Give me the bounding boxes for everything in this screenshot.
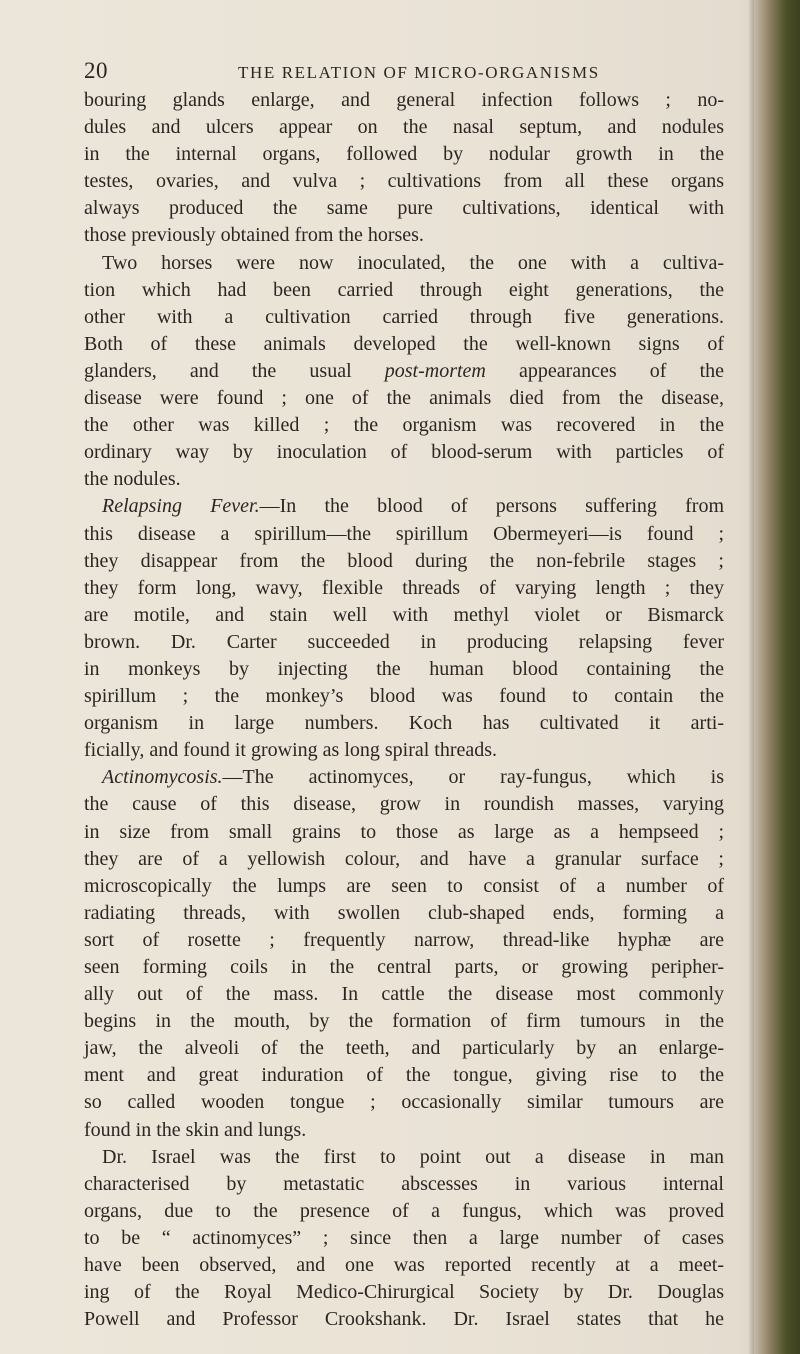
page-number: 20 xyxy=(84,58,108,83)
text-line: brown. Dr. Carter succeeded in producing relapsing fever xyxy=(84,630,724,653)
text-line: testes, ovaries, and vulva ; cultivations from all these organs xyxy=(84,170,724,193)
text-line: those previously obtained from the horses. xyxy=(84,224,424,247)
text-line xyxy=(84,493,724,520)
text-line: ally out of the mass. In cattle the disease most commonly xyxy=(84,983,724,1006)
text-line: Both of these animals developed the well-known signs of xyxy=(84,332,724,355)
text-segment: glanders, and the usual xyxy=(84,359,352,382)
text-line: to be “ actinomyces” ; since then a large number of cases xyxy=(84,1226,724,1249)
text-line: ficially, and found it growing as long spiral threads. xyxy=(84,739,498,762)
body-text xyxy=(84,87,724,1333)
text-line: in monkeys by injecting the human blood containing the xyxy=(84,657,724,680)
text-line: tion which had been carried through eight generations, the xyxy=(84,278,724,301)
text-segment: appearances of the xyxy=(518,359,725,382)
text-line: ing of the Royal Medico-Chirurgical Society by Dr. Douglas xyxy=(84,1281,724,1304)
book-binding-edge xyxy=(754,0,800,1354)
text-line: in size from small grains to those as large as a hempseed ; xyxy=(84,820,724,843)
text-segment: —In the blood of persons suffering from xyxy=(259,495,724,518)
text-line: Dr. Israel was the first to point out a disease in man xyxy=(102,1145,724,1168)
section-heading: Actinomycosis. xyxy=(102,766,223,789)
text-line: in the internal organs, followed by nodular growth in the xyxy=(84,143,724,166)
text-line: characterised by metastatic abscesses in various internal xyxy=(84,1172,724,1195)
running-head: THE RELATION OF MICRO-ORGANISMS xyxy=(238,63,600,82)
text-line: they disappear from the blood during the non-febrile stages ; xyxy=(84,549,724,572)
italic-term: post-mortem xyxy=(384,359,486,382)
text-line: the cause of this disease, grow in roundish masses, varying xyxy=(84,793,724,816)
text-line xyxy=(84,358,724,385)
text-line: Two horses were now inoculated, the one with a cultiva- xyxy=(102,251,724,274)
text-segment: —The actinomyces, or ray-fungus, which is xyxy=(222,766,724,789)
text-line: found in the skin and lungs. xyxy=(84,1118,307,1141)
text-line: they are of a yellowish colour, and have a granular surface ; xyxy=(84,847,724,870)
text-line: organism in large numbers. Koch has cultivated it arti- xyxy=(84,712,724,735)
text-line: always produced the same pure cultivations, identical with xyxy=(84,197,724,220)
text-line: radiating threads, with swollen club-shaped ends, forming a xyxy=(84,901,724,924)
text-line: microscopically the lumps are seen to consist of a number of xyxy=(84,874,724,897)
text-line: ment and great induration of the tongue, giving rise to the xyxy=(84,1064,724,1087)
text-line: sort of rosette ; frequently narrow, thread-like hyphæ are xyxy=(84,928,724,951)
text-line: this disease a spirillum—the spirillum Obermeyeri—is found ; xyxy=(84,522,724,545)
text-line: the other was killed ; the organism was recovered in the xyxy=(84,414,724,437)
text-line: the nodules. xyxy=(84,468,181,491)
text-line: spirillum ; the monkey’s blood was found to contain the xyxy=(84,685,724,708)
text-line: disease were found ; one of the animals died from the disease, xyxy=(84,387,724,410)
text-line: Powell and Professor Crookshank. Dr. Israel states that he xyxy=(84,1308,724,1331)
text-line: they form long, wavy, flexible threads of varying length ; they xyxy=(84,576,724,599)
section-heading: Relapsing Fever. xyxy=(102,495,260,518)
text-line: ordinary way by inoculation of blood-serum with particles of xyxy=(84,441,724,464)
text-line: other with a cultivation carried through five generations. xyxy=(84,305,724,328)
text-line: dules and ulcers appear on the nasal septum, and nodules xyxy=(84,116,724,139)
text-line: have been observed, and one was reported recently at a meet- xyxy=(84,1254,724,1277)
text-line: so called wooden tongue ; occasionally similar tumours are xyxy=(84,1091,724,1114)
text-line: bouring glands enlarge, and general infection follows ; no- xyxy=(84,89,724,111)
text-line: organs, due to the presence of a fungus, which was proved xyxy=(84,1199,724,1222)
text-line: begins in the mouth, by the formation of firm tumours in the xyxy=(84,1010,724,1033)
text-line: jaw, the alveoli of the teeth, and particularly by an enlarge- xyxy=(84,1037,724,1060)
text-line: are motile, and stain well with methyl violet or Bismarck xyxy=(84,603,724,626)
text-line: seen forming coils in the central parts, or growing peripher- xyxy=(84,956,724,978)
text-line xyxy=(84,764,724,791)
